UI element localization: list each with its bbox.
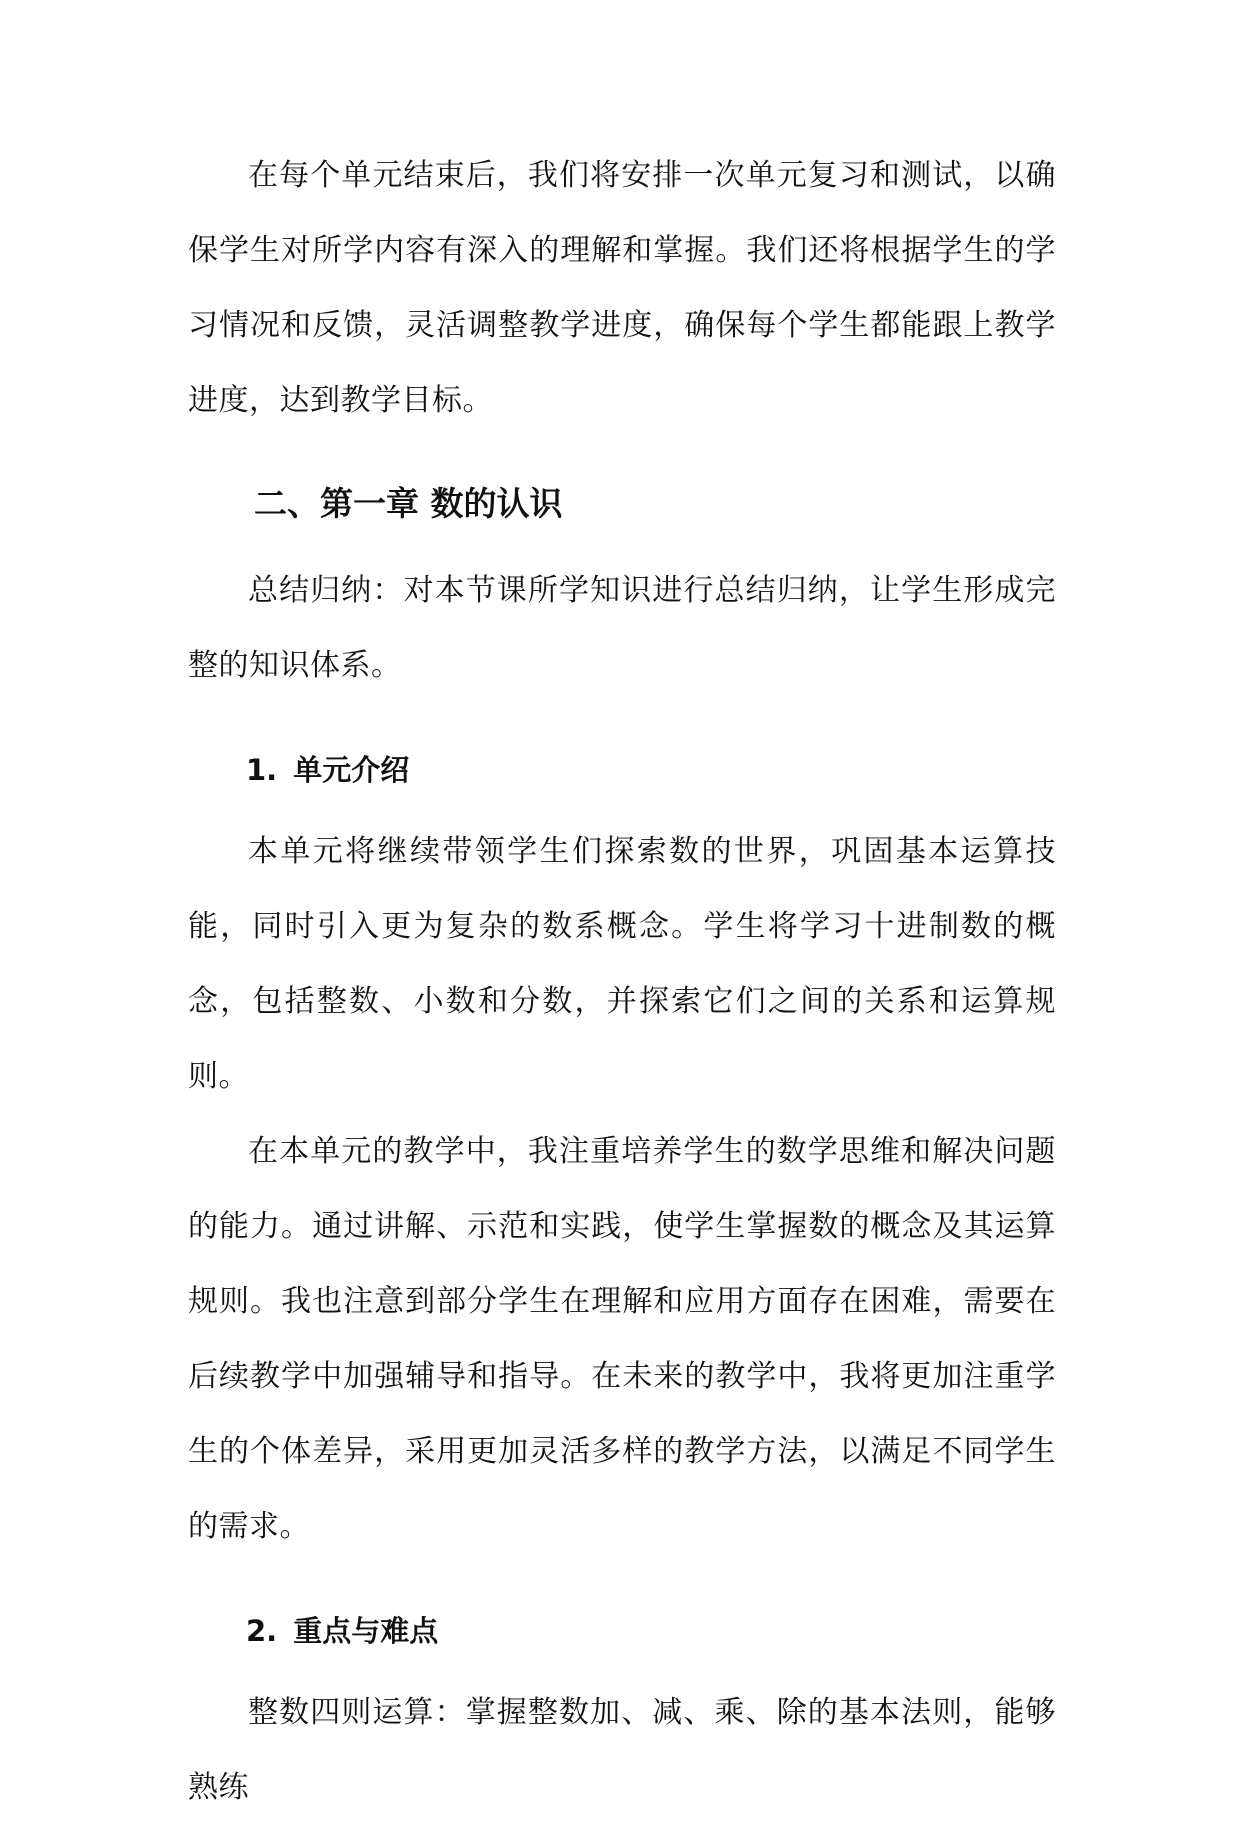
- section-number: 2.: [246, 1614, 278, 1648]
- intro-paragraph: 在每个单元结束后，我们将安排一次单元复习和测试，以确保学生对所学内容有深入的理解和掌握。我们还将根据学生的学习情况和反馈，灵活调整教学进度，确保每个学生都能跟上教学进度，达到教学目标。: [188, 158, 1056, 418]
- section-number: 1.: [246, 753, 278, 787]
- document-body: [188, 138, 1056, 1825]
- unit-intro-paragraph-1: 本单元将继续带领学生们探索数的世界，巩固基本运算技能，同时引入更为复杂的数系概念。学生将学习十进制数的概念，包括整数、小数和分数，并探索它们之间的关系和运算规则。: [188, 834, 1056, 1094]
- chapter-heading: 二、第一章 数的认识: [254, 484, 563, 523]
- section-title: 重点与难点: [293, 1614, 439, 1648]
- key-points-paragraph-1: 整数四则运算：掌握整数加、减、乘、除的基本法则，能够熟练: [188, 1695, 1056, 1805]
- summary-paragraph: 总结归纳：对本节课所学知识进行总结归纳，让学生形成完整的知识体系。: [188, 573, 1056, 683]
- unit-intro-paragraph-2: 在本单元的教学中，我注重培养学生的数学思维和解决问题的能力。通过讲解、示范和实践，使学生掌握数的概念及其运算规则。我也注意到部分学生在理解和应用方面存在困难，需要在后续教学中加强辅导和指导。在未来的教学中，我将更加注重学生的个体差异，采用更加灵活多样的教学方法，以满足不同学生的需求。: [188, 1134, 1056, 1544]
- section-heading-unit-intro: [188, 733, 1056, 808]
- section-title: 单元介绍: [293, 753, 410, 787]
- section-heading-key-points: [188, 1594, 1056, 1669]
